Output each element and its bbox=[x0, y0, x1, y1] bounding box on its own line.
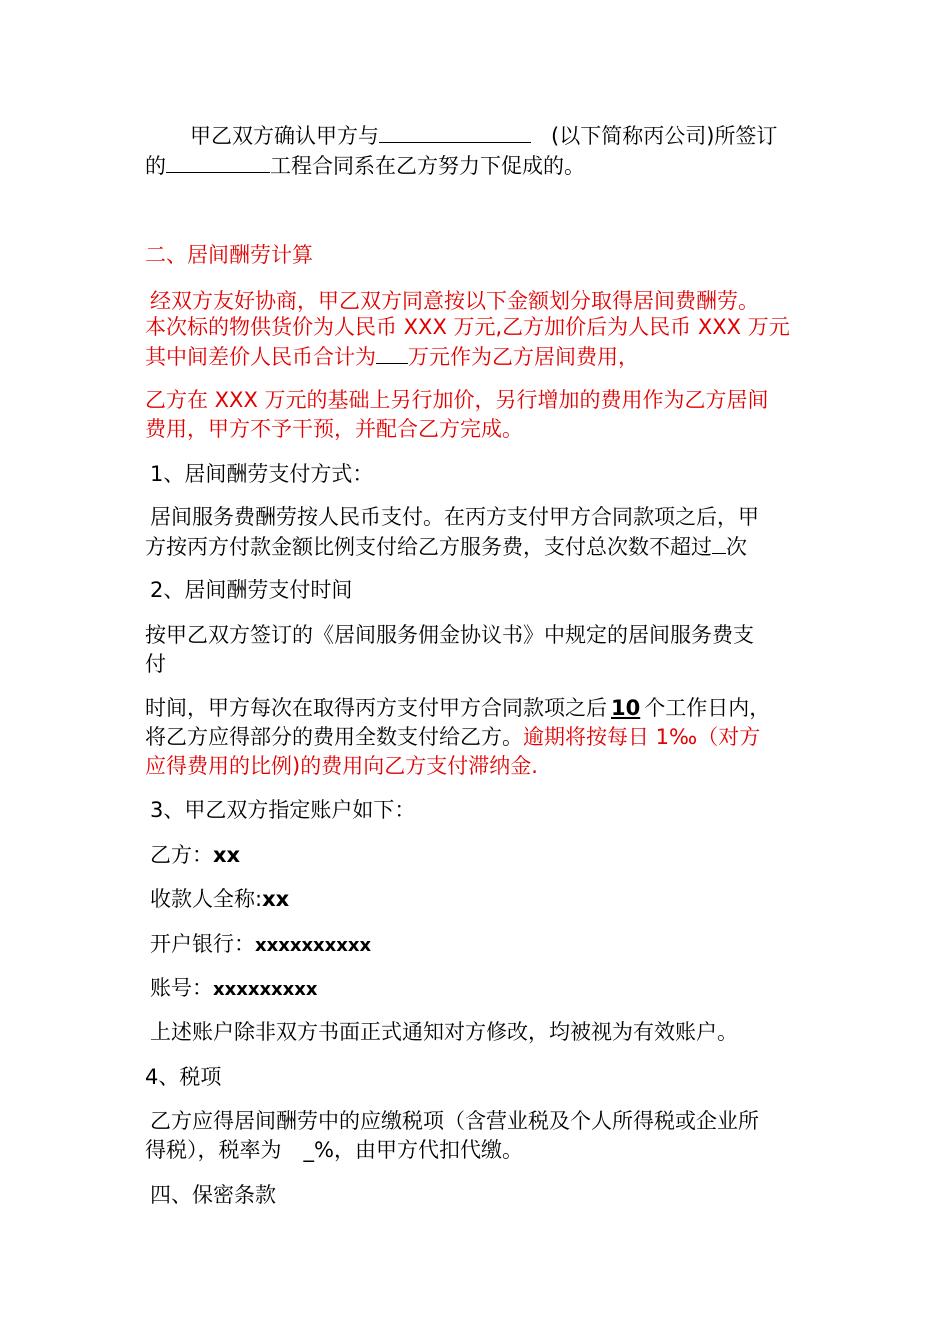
paragraph-line: 方按丙方付款金额比例支付给乙方服务费，支付总次数不超过 次 bbox=[145, 531, 747, 562]
paragraph-line: 得税），税率为 _%，由甲方代扣代缴。 bbox=[145, 1138, 523, 1162]
count-blank bbox=[712, 531, 726, 554]
paragraph-line: 乙方应得居间酬劳中的应缴税项（含营业税及个人所得税或企业所 bbox=[150, 1109, 759, 1133]
paragraph-line: 居间服务费酬劳按人民币支付。在丙方支付甲方合同款项之后，甲 bbox=[150, 505, 759, 529]
red-paragraph-line: 经双方友好协商，甲乙双方同意按以下金额划分取得居间费酬劳。 bbox=[150, 289, 759, 313]
account-bank: 开户银行：xxxxxxxxxx bbox=[150, 932, 372, 956]
red-paragraph-line: 本次标的物供货价为人民币 XXX 万元,乙方加价后为人民币 XXX 万元 bbox=[145, 315, 790, 339]
intro-text: 甲乙双方确认甲方与 bbox=[190, 124, 379, 148]
project-blank bbox=[166, 150, 270, 173]
item-heading: 4、税项 bbox=[145, 1065, 222, 1089]
item-heading: 2、居间酬劳支付时间 bbox=[150, 578, 353, 602]
paragraph-line: 付 bbox=[145, 652, 166, 676]
red-paragraph-line: 费用，甲方不予干预，并配合乙方完成。 bbox=[145, 417, 523, 441]
days-value: 10 bbox=[611, 696, 641, 720]
paragraph-line: 按甲乙双方签订的《居间服务佣金协议书》中规定的居间服务费支 bbox=[145, 623, 754, 647]
penalty-text: 逾期将按每日 1‰（对方 bbox=[523, 725, 761, 749]
penalty-text: 应得费用的比例)的费用向乙方支付滞纳金. bbox=[145, 754, 538, 778]
item-heading: 1、居间酬劳支付方式： bbox=[150, 462, 374, 486]
intro-text: 的 bbox=[145, 154, 166, 178]
account-note: 上述账户除非双方书面正式通知对方修改，均被视为有效账户。 bbox=[150, 1020, 738, 1044]
paragraph-line: 时间，甲方每次在取得丙方支付甲方合同款项之后 10 个工作日内， bbox=[145, 696, 771, 720]
account-number: 账号：xxxxxxxxx bbox=[150, 976, 318, 1000]
account-party: 乙方：xx bbox=[150, 843, 241, 867]
intro-line-1 bbox=[190, 120, 777, 151]
item-heading: 3、甲乙双方指定账户如下： bbox=[150, 798, 416, 822]
company-blank bbox=[379, 120, 531, 143]
intro-text: 工程合同系在乙方努力下促成的。 bbox=[270, 154, 585, 178]
paragraph-line: 将乙方应得部分的费用全数支付给乙方。逾期将按每日 1‰（对方 bbox=[145, 725, 761, 749]
red-paragraph-line: 乙方在 XXX 万元的基础上另行加价，另行增加的费用作为乙方居间 bbox=[145, 388, 769, 412]
section-heading: 二、居间酬劳计算 bbox=[145, 243, 313, 267]
intro-line-2 bbox=[145, 150, 585, 181]
intro-text: (以下简称丙公司)所签订 bbox=[551, 124, 778, 148]
red-paragraph-line: 其中间差价人民币合计为 万元作为乙方居间费用， bbox=[145, 341, 639, 372]
section-heading: 四、保密条款 bbox=[150, 1183, 276, 1207]
amount-blank bbox=[376, 341, 408, 364]
account-payee: 收款人全称:xx bbox=[150, 887, 290, 911]
